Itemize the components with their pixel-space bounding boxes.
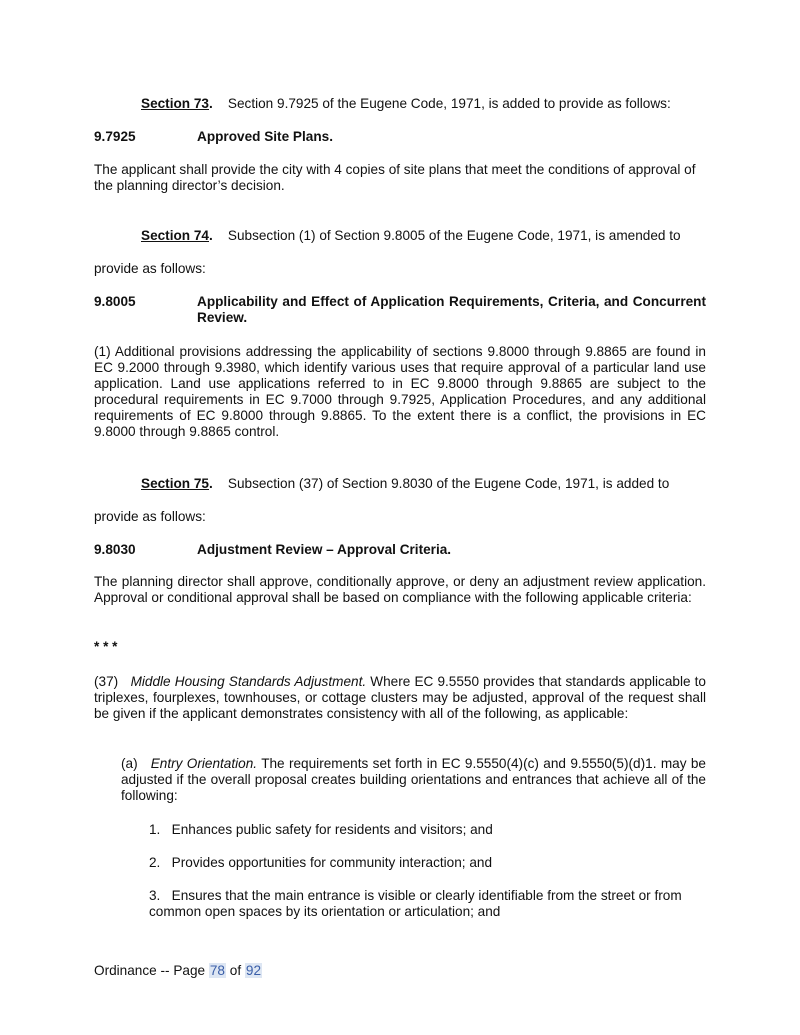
section-75-label: Section 75: [141, 476, 209, 491]
heading-9-8005-title: Applicability and Effect of Application Requirements, Criteria, and Concurrent Review.: [197, 294, 706, 325]
paragraph-37-text: Where EC 9.5550 provides that standards applicable to triplexes, fourplexes, townhouses, or cottage clusters may be adjusted, approval of the request shall be given if the applicant demonstrates consistency with all of the following, as applicable:: [94, 674, 706, 721]
heading-9-7925-number: 9.7925: [94, 129, 136, 144]
footer-page-number: 78: [209, 963, 225, 978]
footer-total-pages: 92: [245, 963, 262, 978]
heading-9-7925-title: Approved Site Plans.: [197, 129, 333, 144]
section-74-intro: [141, 228, 706, 244]
section-75-intro: [141, 476, 706, 492]
site-plans-paragraph: The applicant shall provide the city with 4 copies of site plans that meet the conditions of approval of the planning director’s decision.: [94, 162, 696, 193]
paragraph-37-number: (37): [94, 674, 119, 689]
heading-9-8030-title: Adjustment Review – Approval Criteria.: [197, 542, 452, 557]
section-73-dot: .: [209, 96, 213, 111]
section-75-dot: .: [209, 476, 213, 491]
section-73-intro: [141, 96, 706, 112]
section-75-text: Subsection (37) of Section 9.8030 of the Eugene Code, 1971, is added to: [227, 476, 670, 491]
paragraph-a-text: The requirements set forth in EC 9.5550(4)(c) and 9.5550(5)(d)1. may be adjusted if the overall proposal creates building orientations and entrances that achieve all of the following:: [121, 756, 706, 803]
heading-9-8030-number: 9.8030: [94, 542, 136, 557]
heading-9-8005-number: 9.8005: [94, 294, 136, 309]
section-74-label: Section 74: [141, 228, 209, 243]
paragraph-a-title: Entry Orientation.: [150, 756, 258, 771]
section-74-dot: .: [209, 228, 213, 243]
paragraph-37: [94, 674, 706, 722]
section-75-continuation: provide as follows:: [94, 509, 206, 524]
paragraph-a-number: (a): [121, 756, 138, 771]
page-footer: [94, 963, 262, 979]
paragraph-a: [121, 756, 706, 804]
paragraph-9-8030-intro: The planning director shall approve, conditionally approve, or deny an adjustment review application. Approval or conditional approval shall be based on compliance with the following applicable criteria:: [94, 574, 706, 605]
list-item: 2. Provides opportunities for community interaction; and: [149, 855, 493, 870]
footer-prefix: Ordinance -- Page: [94, 963, 206, 978]
footer-of: of: [229, 963, 242, 978]
section-74-text: Subsection (1) of Section 9.8005 of the Eugene Code, 1971, is amended to: [227, 228, 681, 243]
section-73-text: Section 9.7925 of the Eugene Code, 1971, is added to provide as follows:: [227, 96, 671, 111]
paragraph-37-title: Middle Housing Standards Adjustment.: [130, 674, 367, 689]
paragraph-9-8005-1: (1) Additional provisions addressing the applicability of sections 9.8000 through 9.8865 are found in EC 9.2000 through 9.3980, which identify various uses that require approval of a particular land use application. Land use applications referred to in EC 9.8000 through 9.8865 are subject to the procedural requirements in EC 9.7000 through 9.7925, Application Procedures, and any additional requirements of EC 9.8000 through 9.8865. To the extent there is a conflict, the provisions in EC 9.8000 through 9.8865 control.: [94, 344, 706, 439]
omission-marker: * * *: [94, 639, 118, 654]
list-item: 3. Ensures that the main entrance is visible or clearly identifiable from the street or from common open spaces by its orientation or articulation; and: [149, 888, 686, 919]
list-item: 1. Enhances public safety for residents and visitors; and: [149, 822, 493, 837]
section-74-continuation: provide as follows:: [94, 261, 206, 276]
section-73-label: Section 73: [141, 96, 209, 111]
